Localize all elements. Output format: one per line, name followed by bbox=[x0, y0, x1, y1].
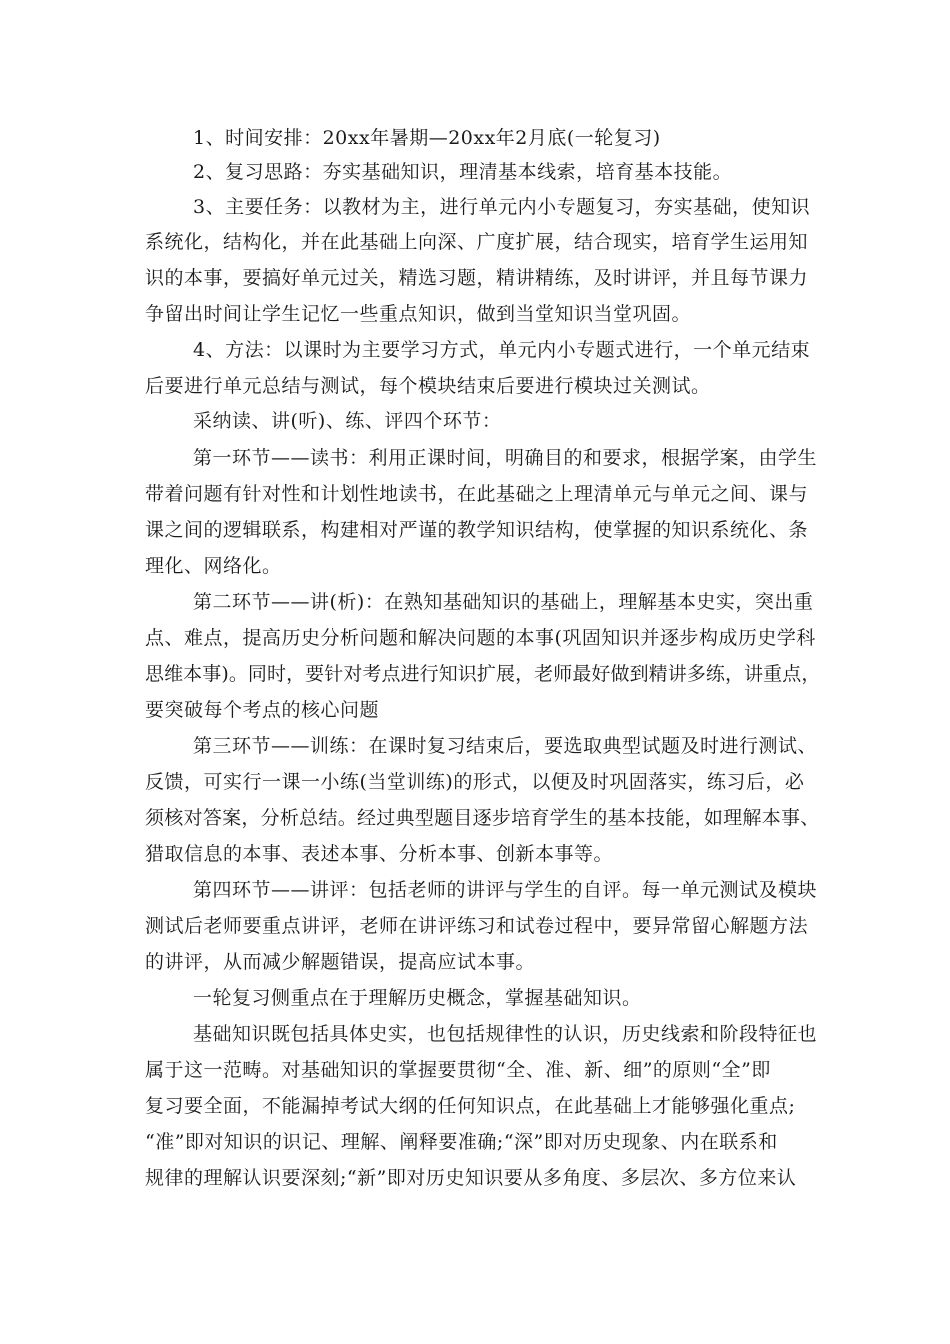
text-line: 点、难点，提高历史分析问题和解决问题的本事(巩固知识并逐步构成历史学科 bbox=[145, 627, 816, 649]
text-line: 第一环节——读书：利用正课时间，明确目的和要求，根据学案，由学生 bbox=[193, 447, 818, 469]
text-line: 要突破每个考点的核心问题 bbox=[145, 699, 380, 721]
text-line: “准”即对知识的识记、理解、阐释要准确;“深”即对历史现象、内在联系和 bbox=[145, 1131, 778, 1153]
text-line: 后要进行单元总结与测试，每个模块结束后要进行模块过关测试。 bbox=[145, 375, 711, 397]
text-line: 测试后老师要重点讲评，老师在讲评练习和试卷过程中，要异常留心解题方法 bbox=[145, 915, 809, 937]
text-line: 第三环节——训练：在课时复习结束后，要选取典型试题及时进行测试、 bbox=[193, 735, 818, 757]
text-line: 3、主要任务：以教材为主，进行单元内小专题复习，夯实基础，使知识 bbox=[193, 196, 811, 218]
text-line: 理化、网络化。 bbox=[145, 555, 282, 577]
text-line: 第四环节——讲评：包括老师的讲评与学生的自评。每一单元测试及模块 bbox=[193, 879, 818, 901]
text-line: 争留出时间让学生记忆一些重点知识，做到当堂知识当堂巩固。 bbox=[145, 303, 692, 325]
text-line: 复习要全面，不能漏掉考试大纲的任何知识点，在此基础上才能够强化重点; bbox=[145, 1095, 796, 1117]
text-line: 带着问题有针对性和计划性地读书，在此基础之上理清单元与单元之间、课与 bbox=[145, 483, 809, 505]
text-line: 规律的理解认识要深刻;“新”即对历史知识要从多角度、多层次、多方位来认 bbox=[145, 1167, 797, 1189]
text-line: 课之间的逻辑联系，构建相对严谨的教学知识结构，使掌握的知识系统化、条 bbox=[145, 519, 809, 541]
text-line: 属于这一范畴。对基础知识的掌握要贯彻“全、准、新、细”的原则“全”即 bbox=[145, 1059, 771, 1081]
text-line: 2、复习思路：夯实基础知识，理清基本线索，培育基本技能。 bbox=[193, 161, 733, 183]
text-line: 思维本事)。同时，要针对考点进行知识扩展，老师最好做到精讲多练，讲重点， bbox=[145, 663, 821, 685]
text-line: 的讲评，从而减少解题错误，提高应试本事。 bbox=[145, 951, 536, 973]
text-line: 须核对答案，分析总结。经过典型题目逐步培育学生的基本技能，如理解本事、 bbox=[145, 807, 820, 829]
text-line: 4、方法：以课时为主要学习方式，单元内小专题式进行，一个单元结束 bbox=[193, 339, 811, 361]
text-line: 猎取信息的本事、表述本事、分析本事、创新本事等。 bbox=[145, 843, 614, 865]
text-line: 1、时间安排：20xx年暑期—20xx年2月底(一轮复习) bbox=[193, 127, 661, 149]
text-line: 反馈，可实行一课一小练(当堂训练)的形式，以便及时巩固落实，练习后，必 bbox=[145, 771, 805, 793]
text-line: 一轮复习侧重点在于理解历史概念，掌握基础知识。 bbox=[193, 987, 642, 1009]
text-line: 识的本事，要搞好单元过关，精选习题，精讲精练，及时讲评，并且每节课力 bbox=[145, 267, 809, 289]
text-line: 基础知识既包括具体史实，也包括规律性的认识，历史线索和阶段特征也 bbox=[193, 1023, 818, 1045]
text-line: 系统化，结构化，并在此基础上向深、广度扩展，结合现实，培育学生运用知 bbox=[145, 231, 809, 253]
text-line: 采纳读、讲(听)、练、评四个环节： bbox=[193, 410, 502, 432]
text-line: 第二环节——讲(析)：在熟知基础知识的基础上，理解基本史实，突出重 bbox=[193, 591, 814, 613]
